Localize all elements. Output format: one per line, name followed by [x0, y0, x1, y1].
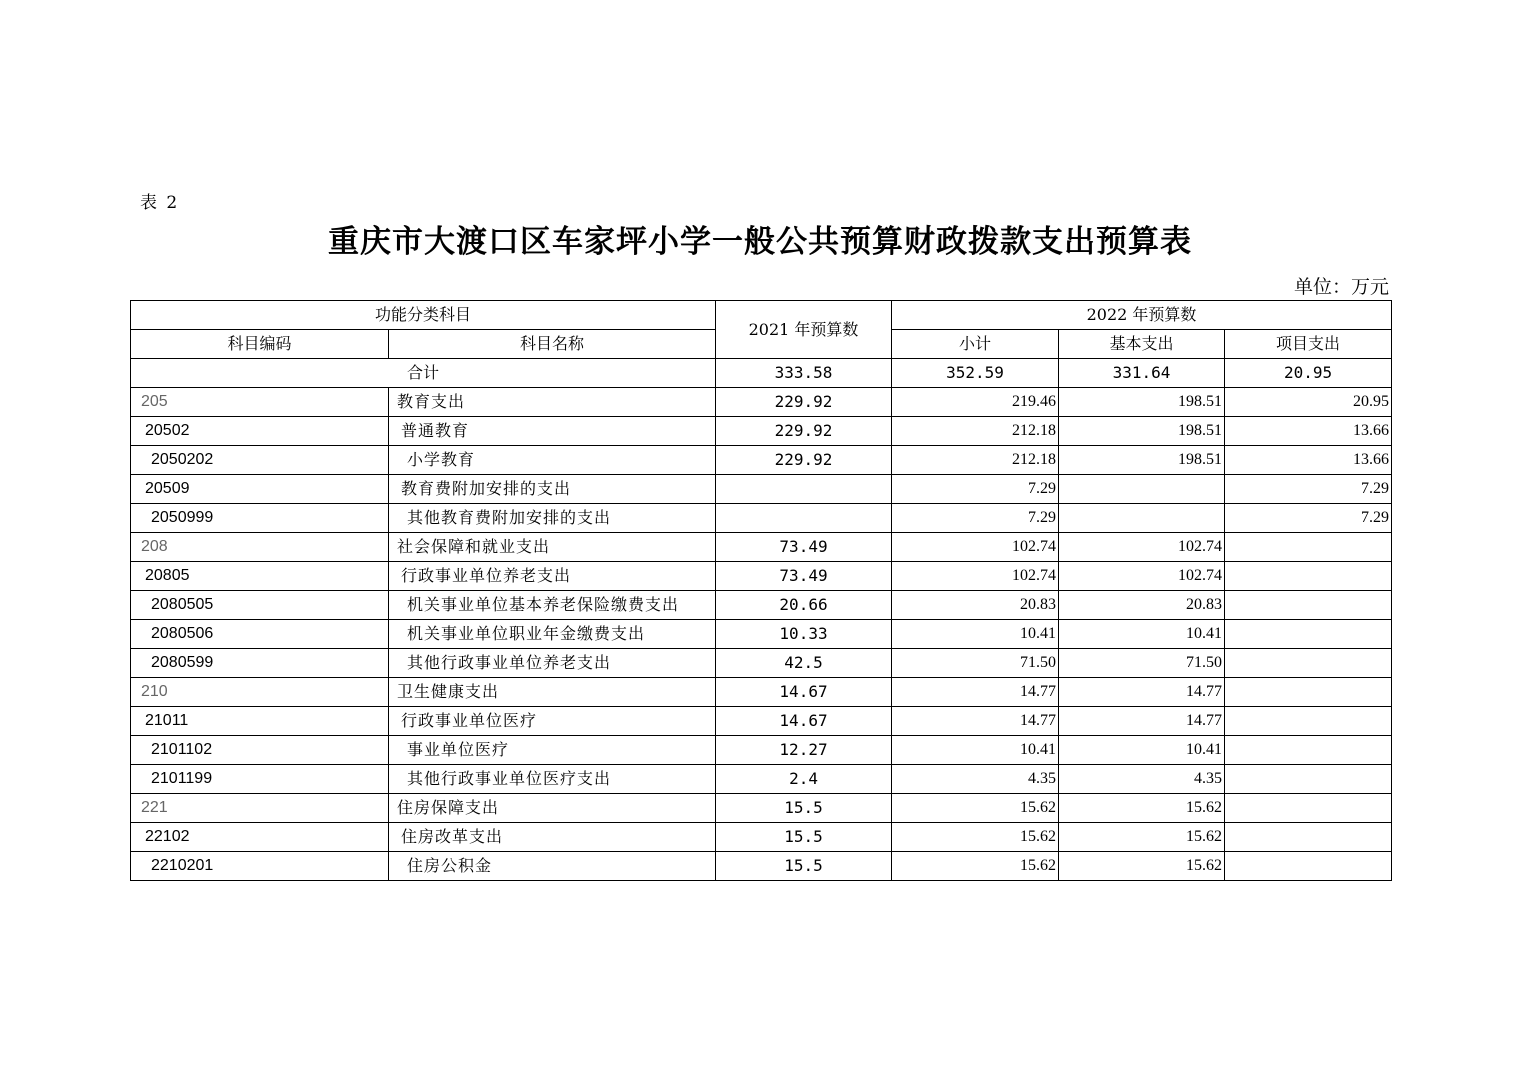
unit-label: 单位：万元	[1293, 276, 1389, 298]
table-row	[131, 591, 1392, 620]
row-prev-year: 73.49	[716, 562, 892, 591]
row-basic: 14.77	[1059, 678, 1225, 707]
row-name: 事业单位医疗	[389, 736, 716, 765]
row-code: 21011	[131, 707, 389, 736]
row-prev-year: 42.5	[716, 649, 892, 678]
row-project	[1225, 678, 1392, 707]
row-name: 教育支出	[389, 388, 716, 417]
row-prev-year: 229.92	[716, 417, 892, 446]
row-code: 210	[131, 678, 389, 707]
row-name: 住房公积金	[389, 852, 716, 881]
row-subtotal: 10.41	[892, 620, 1059, 649]
row-subtotal: 4.35	[892, 765, 1059, 794]
header-code: 科目编码	[131, 330, 389, 359]
row-basic: 4.35	[1059, 765, 1225, 794]
row-prev-year: 12.27	[716, 736, 892, 765]
row-subtotal: 102.74	[892, 562, 1059, 591]
table-row	[131, 446, 1392, 475]
row-basic: 198.51	[1059, 417, 1225, 446]
row-subtotal: 15.62	[892, 794, 1059, 823]
row-prev-year: 10.33	[716, 620, 892, 649]
row-project	[1225, 620, 1392, 649]
row-name: 行政事业单位医疗	[389, 707, 716, 736]
total-row	[131, 359, 1392, 388]
row-subtotal: 7.29	[892, 475, 1059, 504]
row-prev-year: 229.92	[716, 388, 892, 417]
row-name: 其他行政事业单位养老支出	[389, 649, 716, 678]
table-row	[131, 475, 1392, 504]
row-code: 20509	[131, 475, 389, 504]
row-basic: 102.74	[1059, 562, 1225, 591]
row-project	[1225, 852, 1392, 881]
table-row	[131, 707, 1392, 736]
row-code: 2050999	[131, 504, 389, 533]
row-code: 2080505	[131, 591, 389, 620]
row-subtotal: 15.62	[892, 823, 1059, 852]
row-basic: 20.83	[1059, 591, 1225, 620]
row-project	[1225, 765, 1392, 794]
total-label: 合计	[131, 359, 716, 388]
row-name: 其他教育费附加安排的支出	[389, 504, 716, 533]
row-prev-year: 15.5	[716, 794, 892, 823]
row-subtotal: 71.50	[892, 649, 1059, 678]
total-project: 20.95	[1225, 359, 1392, 388]
row-project: 7.29	[1225, 475, 1392, 504]
page-title: 重庆市大渡口区车家坪小学一般公共预算财政拨款支出预算表	[328, 224, 1192, 260]
table-row	[131, 736, 1392, 765]
row-subtotal: 14.77	[892, 678, 1059, 707]
total-basic: 331.64	[1059, 359, 1225, 388]
row-prev-year: 14.67	[716, 707, 892, 736]
row-project: 7.29	[1225, 504, 1392, 533]
table-row	[131, 533, 1392, 562]
row-subtotal: 10.41	[892, 736, 1059, 765]
total-prev: 333.58	[716, 359, 892, 388]
row-name: 其他行政事业单位医疗支出	[389, 765, 716, 794]
row-basic: 10.41	[1059, 736, 1225, 765]
budget-table	[130, 300, 1392, 881]
row-prev-year: 73.49	[716, 533, 892, 562]
row-subtotal: 15.62	[892, 852, 1059, 881]
row-name: 机关事业单位基本养老保险缴费支出	[389, 591, 716, 620]
table-row	[131, 649, 1392, 678]
row-code: 2050202	[131, 446, 389, 475]
row-basic: 15.62	[1059, 823, 1225, 852]
table-row	[131, 417, 1392, 446]
row-prev-year: 2.4	[716, 765, 892, 794]
row-subtotal: 20.83	[892, 591, 1059, 620]
header-project: 项目支出	[1225, 330, 1392, 359]
row-name: 行政事业单位养老支出	[389, 562, 716, 591]
row-project	[1225, 649, 1392, 678]
row-name: 小学教育	[389, 446, 716, 475]
table-row	[131, 388, 1392, 417]
row-prev-year: 20.66	[716, 591, 892, 620]
row-prev-year: 15.5	[716, 852, 892, 881]
row-code: 2210201	[131, 852, 389, 881]
row-code: 20502	[131, 417, 389, 446]
row-basic: 102.74	[1059, 533, 1225, 562]
row-basic: 198.51	[1059, 446, 1225, 475]
row-prev-year	[716, 475, 892, 504]
row-basic: 71.50	[1059, 649, 1225, 678]
row-name: 普通教育	[389, 417, 716, 446]
row-code: 221	[131, 794, 389, 823]
row-code: 20805	[131, 562, 389, 591]
row-basic	[1059, 475, 1225, 504]
row-project: 20.95	[1225, 388, 1392, 417]
row-basic: 10.41	[1059, 620, 1225, 649]
table-row	[131, 794, 1392, 823]
row-basic	[1059, 504, 1225, 533]
row-project	[1225, 533, 1392, 562]
row-subtotal: 7.29	[892, 504, 1059, 533]
table-row	[131, 765, 1392, 794]
row-project	[1225, 823, 1392, 852]
header-name: 科目名称	[389, 330, 716, 359]
row-name: 住房保障支出	[389, 794, 716, 823]
row-project: 13.66	[1225, 417, 1392, 446]
header-prev-year: 2021 年预算数	[716, 301, 892, 359]
table-label: 表 2	[140, 193, 180, 213]
row-prev-year: 14.67	[716, 678, 892, 707]
row-name: 教育费附加安排的支出	[389, 475, 716, 504]
row-code: 2080599	[131, 649, 389, 678]
row-code: 205	[131, 388, 389, 417]
row-project	[1225, 707, 1392, 736]
row-name: 卫生健康支出	[389, 678, 716, 707]
table-row	[131, 678, 1392, 707]
table-row	[131, 620, 1392, 649]
row-name: 机关事业单位职业年金缴费支出	[389, 620, 716, 649]
header-curr-year: 2022 年预算数	[892, 301, 1392, 330]
row-project	[1225, 736, 1392, 765]
row-basic: 15.62	[1059, 852, 1225, 881]
header-func-class: 功能分类科目	[131, 301, 716, 330]
row-code: 2101199	[131, 765, 389, 794]
row-basic: 15.62	[1059, 794, 1225, 823]
row-subtotal: 102.74	[892, 533, 1059, 562]
table-row	[131, 823, 1392, 852]
table-row	[131, 852, 1392, 881]
row-project	[1225, 794, 1392, 823]
row-code: 2080506	[131, 620, 389, 649]
row-code: 208	[131, 533, 389, 562]
row-subtotal: 219.46	[892, 388, 1059, 417]
row-prev-year	[716, 504, 892, 533]
row-subtotal: 212.18	[892, 446, 1059, 475]
row-name: 社会保障和就业支出	[389, 533, 716, 562]
row-project	[1225, 591, 1392, 620]
table-row	[131, 504, 1392, 533]
row-name: 住房改革支出	[389, 823, 716, 852]
row-project	[1225, 562, 1392, 591]
row-project: 13.66	[1225, 446, 1392, 475]
row-subtotal: 14.77	[892, 707, 1059, 736]
header-subtotal: 小计	[892, 330, 1059, 359]
row-subtotal: 212.18	[892, 417, 1059, 446]
row-code: 22102	[131, 823, 389, 852]
row-basic: 198.51	[1059, 388, 1225, 417]
header-row-1	[131, 301, 1392, 330]
row-prev-year: 15.5	[716, 823, 892, 852]
row-code: 2101102	[131, 736, 389, 765]
row-prev-year: 229.92	[716, 446, 892, 475]
row-basic: 14.77	[1059, 707, 1225, 736]
table-row	[131, 562, 1392, 591]
header-basic: 基本支出	[1059, 330, 1225, 359]
total-subtotal: 352.59	[892, 359, 1059, 388]
